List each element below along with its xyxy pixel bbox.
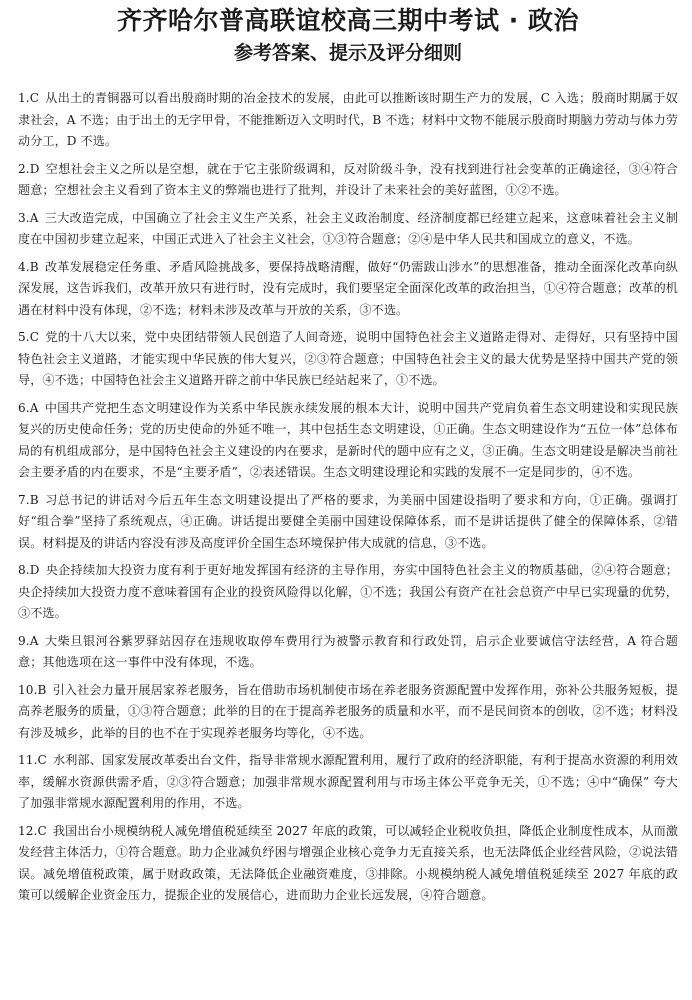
answer-item-7 <box>18 490 678 555</box>
answer-number: 9. <box>18 633 30 648</box>
answer-item-4 <box>18 257 678 322</box>
answer-item-11 <box>18 750 678 815</box>
answer-explanation: 改革发展稳定任务重、矛盾风险挑战多，要保持战略清醒，做好“仍需跋山涉水”的思想准备，推动全面深化改革向纵深发展，这告诉我们，改革开放只有进行时，没有完成时，我们要坚定全面深化改革的政治担当，①④符合题意；改革的机遇在材料中没有体现，②不选；材料未涉及改革与开放的关系，③不选。 <box>18 259 678 317</box>
answer-item-9 <box>18 631 678 674</box>
page-title: 齐齐哈尔普高联谊校高三期中考试 · 政治 <box>117 6 579 35</box>
answer-number: 3. <box>18 210 30 225</box>
answer-list <box>18 88 678 907</box>
answer-number: 8. <box>18 563 30 577</box>
answer-item-2 <box>18 159 678 202</box>
answer-number: 5. <box>18 330 30 344</box>
answer-explanation: 大柴旦银河谷紫罗驿站因存在违规收取停车费用行为被警示教育和行政处罚，启示企业要诚信守法经营，A 符合题意；其他选项在这一事件中没有体现，不选。 <box>18 633 678 669</box>
answer-item-3 <box>18 208 678 251</box>
answer-item-10 <box>18 680 678 745</box>
answer-key: B <box>29 492 39 507</box>
answer-explanation: 水利部、国家发展改革委出台文件，指导非常规水源配置利用，履行了政府的经济职能，有利于提高水资源的利用效率，缓解水资源供需矛盾，②③符合题意；加强非常规水源配置利用与市场主体公平竞争无关，①不选；④中“确保” 夸大了加强非常规水源配置利用的作用，不选。 <box>18 753 678 810</box>
answer-key: D <box>29 161 40 176</box>
answer-item-1 <box>18 88 678 153</box>
answer-number: 1. <box>18 91 30 105</box>
answer-key: C <box>29 91 40 105</box>
answer-item-5 <box>18 327 678 392</box>
answer-explanation: 引入社会力量开展居家养老服务，旨在借助市场机制使市场在养老服务资源配置中发挥作用，弥补公共服务短板，提高养老服务的质量，①③符合题意；此举的目的在于提高养老服务的质量和水平，而不是民间资本的创收，②不选；材料没有涉及城乡，此举的目的也不在于实现养老服务均等化，④不选。 <box>18 682 678 740</box>
answer-key: B <box>37 682 47 697</box>
answer-number: 12. <box>18 823 38 838</box>
answer-item-6 <box>18 398 678 484</box>
page-subtitle: 参考答案、提示及评分细则 <box>233 42 462 64</box>
answer-explanation: 从出土的青铜器可以看出殷商时期的冶金技术的发展，由此可以推断该时期生产力的发展，C 入选；殷商时期属于奴隶社会，A 不选；由于出土的无字甲骨，不能推断迈入文明时代，B 不选；材料中文物不能展示殷商时期脑力劳动与体力劳动分工，D 不选。 <box>18 91 678 148</box>
answer-number: 2. <box>18 161 30 176</box>
answer-key: C <box>29 330 40 344</box>
answer-key: B <box>29 259 39 274</box>
answer-number: 4. <box>18 259 30 274</box>
answer-explanation: 央企持续加大投资力度有利于更好地发挥国有经济的主导作用，夯实中国特色社会主义的物质基础，②④符合题意；央企持续加大投资力度不意味着国有企业的投资风险得以化解，①不选；我国公有资产在社会总资产中早已实现量的优势，③不选。 <box>18 563 678 620</box>
answer-explanation: 党的十八大以来，党中央团结带领人民创造了人间奇迹，说明中国特色社会主义道路走得对、走得好，只有坚持中国特色社会主义道路，才能实现中华民族的伟大复兴，②③符合题意；中国特色社会主义的最大优势是坚持中国共产党的领导，④不选；中国特色社会主义道路开辟之前中华民族已经站起来了，①不选。 <box>18 330 678 387</box>
answer-item-8 <box>18 560 678 625</box>
answer-number: 7. <box>18 492 30 507</box>
answer-number: 11. <box>18 753 38 767</box>
answer-sheet-page <box>0 6 692 1000</box>
answer-key: A <box>29 633 39 648</box>
answer-number: 10. <box>18 682 38 697</box>
answer-key: D <box>29 563 40 577</box>
answer-key: A <box>29 400 39 415</box>
answer-key: C <box>37 823 47 838</box>
answer-explanation: 空想社会主义之所以是空想，就在于它主张阶级调和，反对阶级斗争，没有找到进行社会变革的正确途径，③④符合题意；空想社会主义看到了资本主义的弊端也进行了批判，并设计了未来社会的美好蓝图，①②不选。 <box>18 161 678 197</box>
answer-explanation: 中国共产党把生态文明建设作为关系中华民族永续发展的根本大计，说明中国共产党肩负着生态文明建设和实现民族复兴的历史使命任务；党的历史使命的外延不唯一，其中包括生态文明建设，①正确。生态文明建设作为“五位一体”总体布局的有机组成部分，是中国特色社会主义建设的内在要求，是新时代的题中应有之义，③正确。生态文明建设是解决当前社会主要矛盾的内在要求，不是“主要矛盾”，②表述错误。生态文明建设理论和实践的发展不一定是同步的，④不选。 <box>18 400 678 479</box>
answer-key: A <box>29 210 39 225</box>
answer-item-12 <box>18 821 678 907</box>
answer-explanation: 三大改造完成，中国确立了社会主义生产关系，社会主义政治制度、经济制度都已经建立起来，这意味着社会主义制度在中国初步建立起来，中国正式进入了社会主义社会，①③符合题意；②④是中华人民共和国成立的意义，不选。 <box>18 210 678 246</box>
answer-explanation: 习总书记的讲话对今后五年生态文明建设提出了严格的要求，为美丽中国建设指明了要求和方向，①正确。强调打好“组合拳”坚持了系统观点，④正确。讲话提出要健全美丽中国建设保障体系，而不是讲话提供了健全的保障体系，②错误。材料提及的讲话内容没有涉及高度评价全国生态环境保护伟大成就的信息，③不选。 <box>18 492 678 550</box>
answer-explanation: 我国出台小规模纳税人减免增值税延续至 2027 年底的政策，可以减轻企业税收负担，降低企业制度性成本，从而激发经营主体活力，①符合题意。助力企业减负纾困与增强企业核心竞争力无直接关系，也无法降低企业经营风险，②说法错误。减免增值税政策，属于财政政策，无法降低企业融资难度，③排除。小规模纳税人减免增值税延续至 2027 年底的政策可以缓解企业资金压力，提振企业的发展信心，进而助力企业长远发展，④符合题意。 <box>18 823 678 902</box>
answer-key: C <box>37 753 47 767</box>
answer-number: 6. <box>18 400 30 415</box>
